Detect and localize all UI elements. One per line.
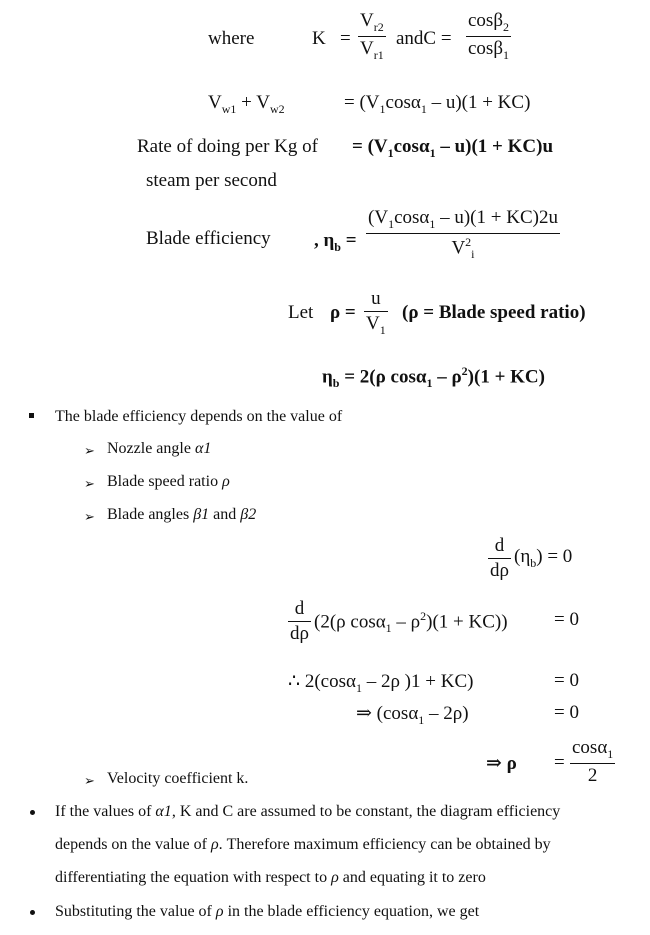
if-values-line-2: depends on the value of ρ. Therefore maximum efficiency can be obtained by xyxy=(55,836,551,853)
blade-eff-fraction: $(V_1\cos\alpha_1 - u)(1 + KC)2u$ $V^2_i$ xyxy=(368,207,558,261)
arrow-bullet-icon: ➢ xyxy=(84,476,95,491)
arrow-bullet-icon: ➢ xyxy=(84,443,95,458)
blade-speed-ratio-note: (ρ = Blade speed ratio) xyxy=(402,302,586,323)
sub-item-blade-angles: Blade angles β1 and β2 xyxy=(107,506,257,523)
where-label: where xyxy=(208,28,255,49)
deriv-eq-3-zero: = 0 xyxy=(554,670,579,691)
cos-beta-fraction: cosβ$_2$ cosβ$_1$ xyxy=(468,10,509,62)
velocity-coefficient-text: Velocity coefficient k. xyxy=(107,770,249,787)
deriv-eq-4-zero: = 0 xyxy=(554,702,579,723)
if-values-line-1: If the values of α1, K and C are assumed to be constant, the diagram efficiency xyxy=(55,803,561,820)
vr-fraction: $V_{r2}$ $V_{r1}$ xyxy=(360,10,384,62)
and-c-text: andC = xyxy=(396,28,452,49)
rho-equals: ρ = xyxy=(330,302,356,323)
k-equals: = xyxy=(340,28,351,49)
vw-lhs: $V_{w1} + V_{w2}$ xyxy=(208,92,285,116)
let-label: Let xyxy=(288,302,314,323)
arrow-bullet-icon: ➢ xyxy=(84,773,95,788)
deriv-eq-5-lhs: ⇒ ρ xyxy=(486,753,517,774)
vw-rhs: = $(V_1\cos\alpha_1 - u)(1 + KC)$ xyxy=(344,92,531,116)
arrow-bullet-icon: ➢ xyxy=(84,509,95,524)
deriv-eq-4: ⇒ (cosα$_1$ – 2ρ) xyxy=(356,703,469,727)
d-drho-fraction-2: d dρ xyxy=(290,598,309,644)
rate-label: Rate of doing per Kg of xyxy=(137,136,318,157)
d-drho-fraction-1: d dρ xyxy=(490,535,509,581)
round-bullet-icon xyxy=(30,910,35,915)
u-over-v1-fraction: u $V_1$ xyxy=(366,288,386,337)
cos-alpha-over-2-fraction: cosα$_1$ 2 xyxy=(572,737,614,786)
round-bullet-icon xyxy=(30,810,35,815)
eta-b-symbol: , $\eta_b$ = xyxy=(314,230,357,254)
depends-text: The blade efficiency depends on the value of xyxy=(55,408,343,425)
eta-b-result: $\eta_b = 2(\rho$ $\cos\alpha_1 - \rho^2)(1 + KC)$ xyxy=(322,364,545,391)
deriv-eq-5-equals: = xyxy=(554,752,565,773)
sub-item-nozzle: Nozzle angle α1 xyxy=(107,440,212,457)
deriv-eq-2: (2(ρ $\cos\alpha_1 - \rho^2)(1 + KC)$) xyxy=(314,609,508,636)
sub-item-speed-ratio: Blade speed ratio ρ xyxy=(107,473,230,490)
deriv-eq-1: $(\eta_b) = 0$ xyxy=(514,546,573,570)
steam-label: steam per second xyxy=(146,170,277,191)
deriv-eq-3: ∴ 2(cosα$_1$ – 2ρ )1 + KC) xyxy=(288,671,474,695)
blade-eff-label: Blade efficiency xyxy=(146,228,271,249)
if-values-line-3: differentiating the equation with respect to ρ and equating it to zero xyxy=(55,869,486,886)
square-bullet-icon xyxy=(29,413,34,418)
substituting-text: Substituting the value of ρ in the blade efficiency equation, we get xyxy=(55,903,480,920)
k-symbol: K xyxy=(312,28,326,49)
rate-rhs: = $(V_1\cos\alpha_1 - u)(1 + KC)u$ xyxy=(352,136,554,160)
deriv-eq-2-zero: = 0 xyxy=(554,609,579,630)
